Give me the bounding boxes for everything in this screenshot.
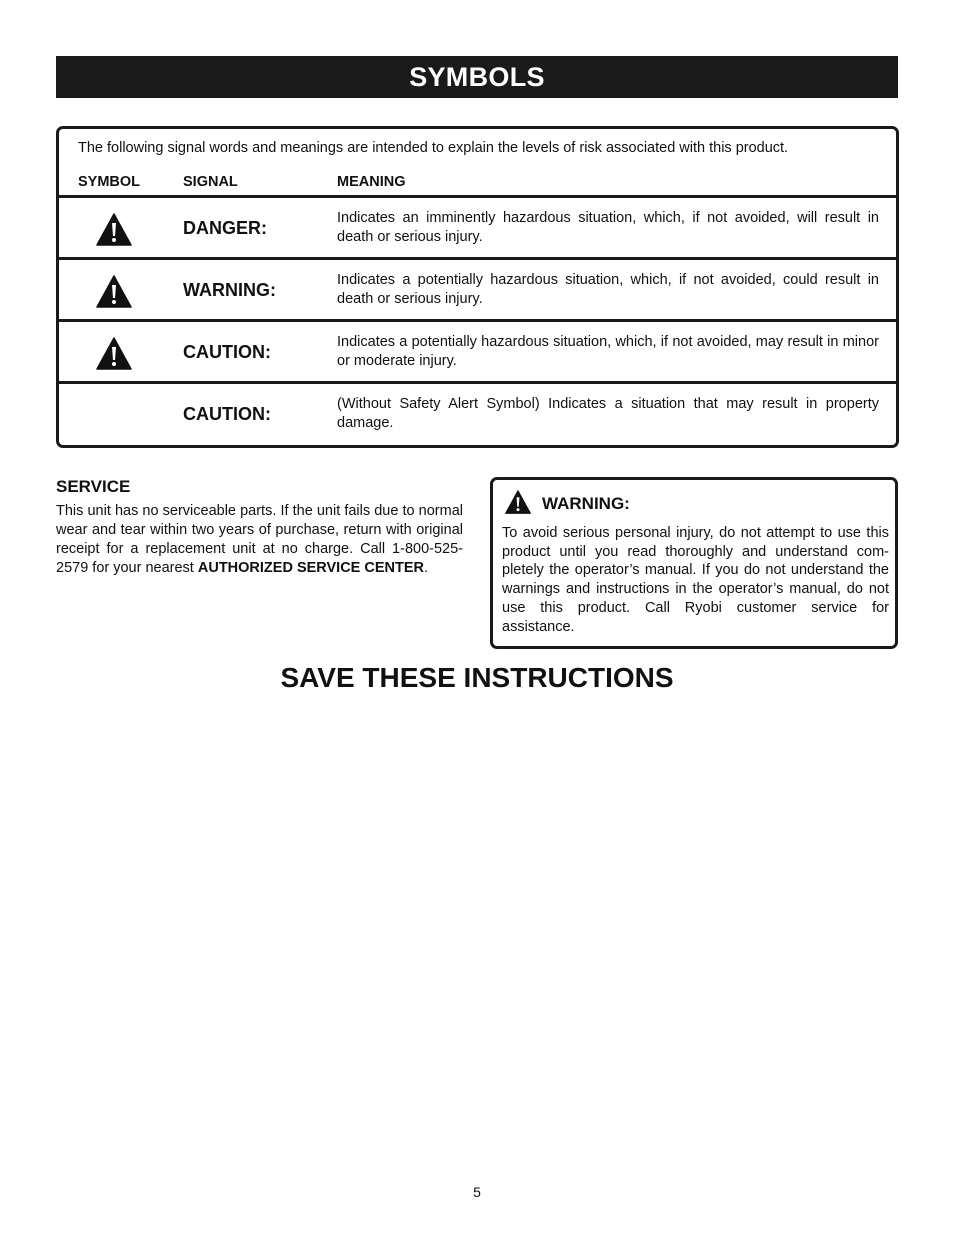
signal-danger: DANGER: (183, 218, 267, 238)
symbols-intro: The following signal words and meanings are intended to explain the levels of risk associated with this product. (78, 140, 789, 156)
service-end: . (424, 560, 429, 576)
safety-alert-icon (96, 275, 132, 308)
page-number: 5 (473, 1184, 481, 1200)
table-row-caution-property (59, 381, 896, 445)
warning-title: WARNING: (542, 494, 630, 513)
warning-text: To avoid serious personal injury, do not attempt to use this product until you read thoroughly and understand com-pletely the operator’s manual. If you do not understand the warnings and instructions in the operator’s manual, do not use this product. Call Ryobi customer service for assistance. (502, 525, 889, 635)
meaning-caution-property: (Without Safety Alert Symbol) Indicates a situation that may result in property damage. (337, 396, 879, 431)
save-instructions-heading: SAVE THESE INSTRUCTIONS (280, 662, 674, 693)
safety-alert-icon (96, 213, 132, 246)
page-title: SYMBOLS (56, 56, 898, 98)
service-heading: SERVICE (56, 477, 131, 496)
signal-caution-property: CAUTION: (183, 404, 271, 424)
service-emphasis: AUTHORIZED SERVICE CENTER (197, 560, 424, 576)
service-body-text: This unit has no serviceable parts. If the unit fails due to normal wear and tear within two years of purchase, return with original receipt for a replacement unit at no charge. Call 1-800-525-2579 for your nearest (56, 503, 463, 576)
meaning-caution: Indicates a potentially hazardous situation, which, if not avoided, may result in minor or moderate injury. (337, 334, 879, 369)
signal-caution: CAUTION: (183, 342, 271, 362)
signal-warning: WARNING: (183, 280, 276, 300)
meaning-danger: Indicates an imminently hazardous situation, which, if not avoided, will result in death or serious injury. (337, 210, 879, 245)
column-header-signal: SIGNAL (183, 174, 238, 190)
service-paragraph (56, 502, 463, 578)
safety-alert-icon (96, 337, 132, 370)
column-header-symbol: SYMBOL (78, 174, 141, 190)
warning-box (490, 477, 898, 649)
table-row-warning (59, 257, 896, 319)
table-row-danger (59, 195, 896, 257)
table-row-caution (59, 319, 896, 381)
column-header-meaning: MEANING (337, 174, 406, 190)
meaning-warning: Indicates a potentially hazardous situation, which, if not avoided, could result in death or serious injury. (337, 272, 879, 307)
safety-alert-icon (504, 490, 532, 514)
symbols-table (56, 126, 899, 448)
